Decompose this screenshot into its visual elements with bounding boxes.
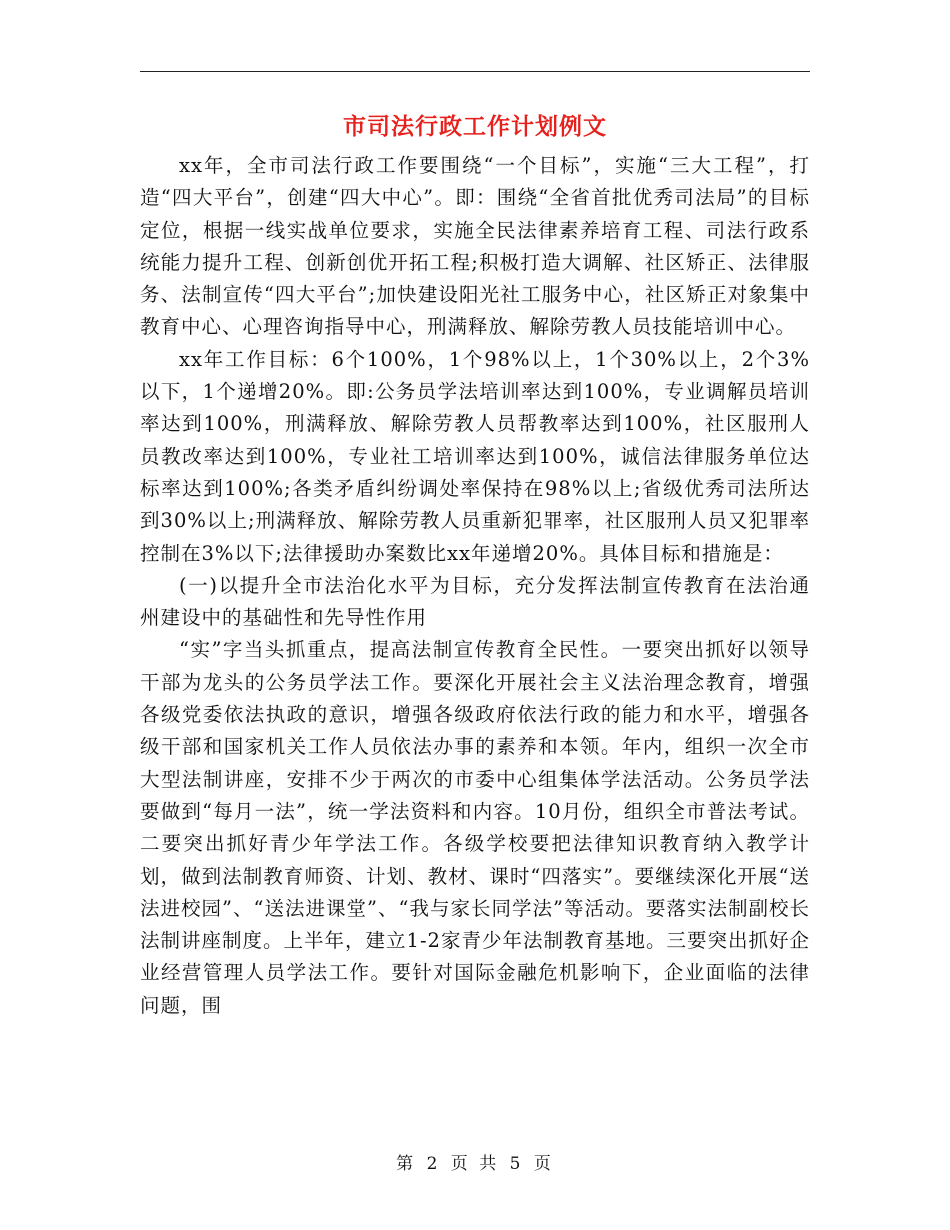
document-body: [140, 150, 810, 1022]
document-title: 市司法行政工作计划例文: [343, 113, 607, 140]
section-heading-1: (一)以提升全市法治化水平为目标，充分发挥法制宣传教育在法治通州建设中的基础性和先导性作用: [140, 573, 810, 630]
footer-total-pages: 5: [509, 1154, 524, 1174]
footer-suffix: 页: [533, 1154, 554, 1174]
header-rule: [140, 71, 810, 72]
footer-current-page: 2: [426, 1154, 441, 1174]
page-footer: [0, 1153, 950, 1175]
paragraph-intro: xx年，全市司法行政工作要围绕“一个目标”，实施“三大工程”，打造“四大平台”，创建“四大中心”。即：围绕“全省首批优秀司法局”的目标定位，根据一线实战单位要求，实施全民法律素养培育工程、司法行政系统能力提升工程、创新创优开拓工程;积极打造大调解、社区矫正、法律服务、法制宣传“四大平台”;加快建设阳光社工服务中心，社区矫正对象集中教育中心、心理咨询指导中心，刑满释放、解除劳教人员技能培训中心。: [140, 154, 810, 339]
footer-prefix: 第: [396, 1154, 417, 1174]
footer-mid: 页 共: [450, 1154, 500, 1174]
paragraph-targets: xx年工作目标：6个100%，1个98%以上，1个30%以上，2个3%以下，1个递增20%。即:公务员学法培训率达到100%，专业调解员培训率达到100%，刑满释放、解除劳教人员帮教率达到100%，社区服刑人员教改率达到100%，专业社工培训率达到100%，诚信法律服务单位达标率达到100%;各类矛盾纠纷调处率保持在98%以上;省级优秀司法所达到30%以上;刑满释放、解除劳教人员重新犯罪率，社区服刑人员又犯罪率控制在3%以下;法律援助办案数比xx年递增20%。具体目标和措施是：: [140, 347, 810, 565]
paragraph-legal-education: “实”字当头抓重点，提高法制宣传教育全民性。一要突出抓好以领导干部为龙头的公务员学法工作。要深化开展社会主义法治理念教育，增强各级党委依法执政的意识，增强各级政府依法行政的能力和水平，增强各级干部和国家机关工作人员依法办事的素养和本领。年内，组织一次全市大型法制讲座，安排不少于两次的市委中心组集体学法活动。公务员学法要做到“每月一法”，统一学法资料和内容。10月份，组织全市普法考试。二要突出抓好青少年学法工作。各级学校要把法律知识教育纳入教学计划，做到法制教育师资、计划、教材、课时“四落实”。要继续深化开展“送法进校园”、“送法进课堂”、“我与家长同学法”等活动。要落实法制副校长法制讲座制度。上半年，建立1-2家青少年法制教育基地。三要突出抓好企业经营管理人员学法工作。要针对国际金融危机影响下，企业面临的法律问题，围: [140, 638, 810, 1017]
